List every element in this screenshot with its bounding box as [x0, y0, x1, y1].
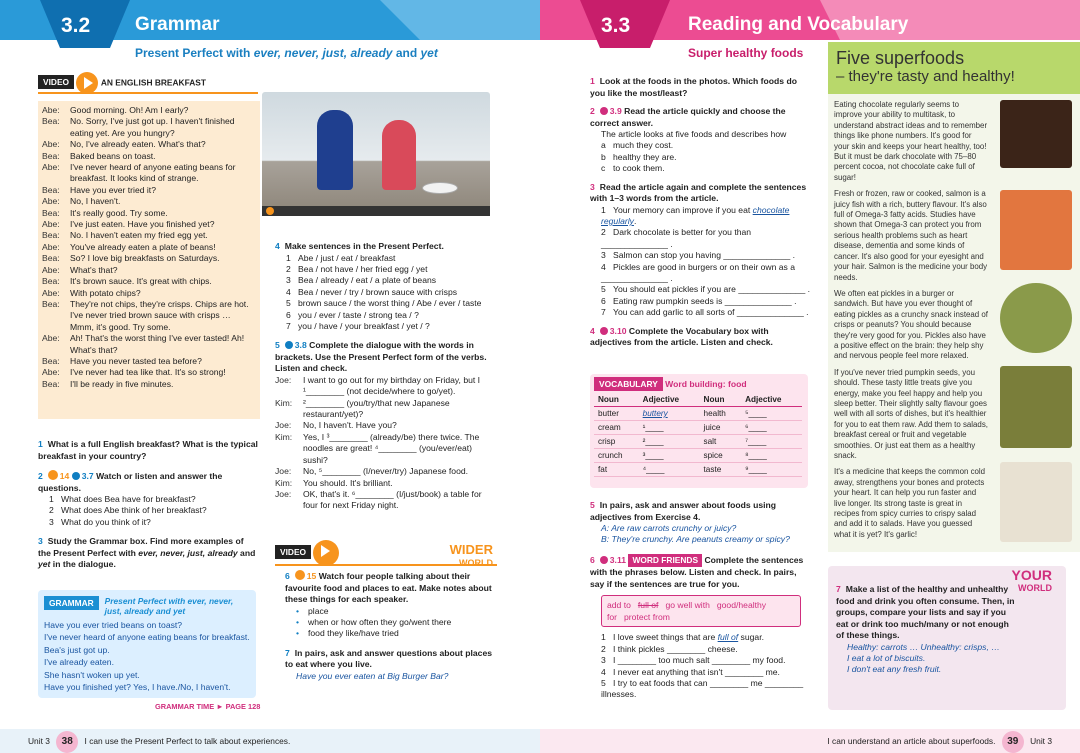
unit-number: 3.2: [61, 14, 91, 37]
exercise-r2-sub: The article looks at five foods and describes how: [601, 129, 787, 139]
line-text: I'll be ready in five minutes.: [70, 378, 174, 389]
item-num: 4: [601, 261, 606, 272]
example-line: I eat a lot of biscuits.: [847, 652, 926, 663]
exercises-left-col: [38, 439, 258, 571]
option-letter: c: [601, 163, 606, 174]
play-icon-small[interactable]: [266, 207, 274, 215]
item-num: 3: [49, 516, 54, 527]
speaker: Abe:: [42, 333, 60, 344]
speaker: Bea:: [42, 378, 60, 389]
audio-icon[interactable]: [72, 472, 80, 480]
phrase-box: [601, 595, 801, 627]
list-item: • food they like/have tried: [296, 628, 399, 639]
speaker: Bea:: [42, 184, 60, 195]
vocab-cell: crisp: [594, 435, 639, 449]
person-bea: [382, 120, 416, 190]
exercise-7-example: Have you ever eaten at Big Burger Bar?: [296, 670, 449, 681]
line-text: Have you never tasted tea before?: [70, 355, 202, 366]
exercise-7: 7 In pairs, ask and answer questions about places to eat where you live.: [285, 647, 493, 670]
line-text: No. Sorry, I've just got up. I haven't finished eating yet. Are you hungry?: [70, 116, 235, 138]
page-number-right: 39: [1002, 731, 1024, 753]
dialogue-line: [42, 116, 256, 139]
line-text: Yes, I ³________ (already/be) there twice. The noodles are great! ⁴________ (you/ever/eat) sushi?: [303, 431, 480, 465]
item-num: 6: [601, 295, 606, 306]
list-item: 1 Your memory can improve if you eat chocolate regularly.: [601, 204, 790, 227]
exercise-2-items: [38, 494, 258, 528]
exercise-5-dialogue: [275, 375, 497, 512]
video-frame[interactable]: [262, 92, 490, 216]
list-item: 4 Pickles are good in burgers or on their own as a ______________ .: [601, 261, 796, 284]
vocab-cell: salt: [700, 435, 742, 449]
video-header[interactable]: [38, 72, 258, 94]
dialogue-line: [42, 162, 256, 185]
pumpkin-seeds-photo: [1000, 366, 1072, 448]
speaker: Abe:: [42, 105, 60, 115]
list-item: 3 Bea / already / eat / a plate of beans: [286, 275, 437, 286]
vocab-row: [594, 435, 802, 449]
line-text: Good morning. Oh! Am I early?: [70, 105, 189, 115]
line-text: With potato chips?: [70, 287, 141, 298]
option: a much they cost.: [601, 140, 674, 151]
list-item: 1 I love sweet things that are full of sugar.: [601, 632, 764, 643]
page-number: 38: [56, 731, 78, 753]
video-tag-2: VIDEO: [275, 545, 311, 559]
exercises-right-col-2: [285, 570, 497, 682]
vocab-cell: ⁸____: [741, 449, 802, 463]
speaker: Bea:: [42, 150, 60, 161]
audio-icon[interactable]: [600, 107, 608, 115]
dialogue-line: [275, 375, 497, 398]
list-item: • place: [296, 605, 329, 616]
list-item: 6 you / ever / taste / strong tea / ?: [286, 309, 419, 320]
grammar-example: She hasn't woken up yet.: [44, 669, 140, 680]
list-item: 6 Eating raw pumpkin seeds is ______________ .: [601, 295, 797, 306]
line-text: No. I haven't eaten my fried egg yet.: [70, 230, 208, 241]
vocab-title: Word building: food: [665, 379, 747, 389]
bullet-icon: •: [296, 628, 300, 639]
dialogue-line: [42, 139, 256, 150]
wider-world-badge: WIDER WORLD: [449, 542, 493, 568]
audio-icon[interactable]: [600, 556, 608, 564]
video-title: AN ENGLISH BREAKFAST: [100, 77, 207, 88]
right-footer: [540, 729, 1080, 753]
dialogue-line: [275, 420, 497, 431]
video-tag: VIDEO: [38, 75, 74, 89]
list-item: 5 You should eat pickles if you are ______________ .: [601, 284, 811, 295]
item-num: 1: [601, 204, 606, 215]
line-text: I've never had tea like that. It's so strong!: [70, 367, 226, 378]
dialogue-line: [42, 367, 256, 378]
dialogue-line: [42, 151, 256, 162]
item-num: 2: [601, 643, 606, 654]
vocab-header: Noun: [700, 393, 742, 407]
chocolate-photo: [1000, 100, 1072, 168]
grammar-example: Have you finished yet? Yes, I have./No, I haven't.: [44, 682, 231, 693]
article-paragraph: Eating chocolate regularly seems to improve your ability to multitask, to understand abstract ideas and to remember things like phone numbers. It's good for your skin and keeps your heart healthy, too! But it must be dark chocolate with 75–80 percent cocoa, not chocolate cake full of sugar!: [834, 100, 988, 182]
footer-unit: Unit 3: [28, 736, 50, 746]
list-item: 3 Salmon can stop you having ______________ .: [601, 250, 796, 261]
vocab-tag: VOCABULARY: [594, 377, 663, 391]
article-title-bar: [828, 42, 1080, 94]
article-paragraph: If you've never tried pumpkin seeds, you should. These tasty little treats give you energy, make you feel happy and help you sleep better. Their slightly salty flavour goes well with all sorts of dishes, but it's healthier for you to eat them raw. Add them to salads, breakfast cereal or fruit and vegetable smoothies. Or just eat them as a healthy snack.: [834, 367, 988, 460]
list-item: 7 You can add garlic to all sorts of ______________ .: [601, 307, 809, 318]
grammar-box: [38, 590, 256, 698]
dialogue-line: [42, 276, 256, 287]
option-letter: b: [601, 151, 606, 162]
option: c to cook them.: [601, 163, 665, 174]
play-icon[interactable]: [76, 72, 98, 94]
footer-can-do: I can use the Present Perfect to talk about experiences.: [84, 736, 291, 746]
page-title-right: Reading and Vocabulary: [688, 14, 909, 35]
example-line: B: They're crunchy. Are peanuts creamy or spicy?: [601, 534, 790, 545]
vocab-header: Adjective: [639, 393, 700, 407]
line-text: No, I haven't. Have you?: [303, 420, 397, 431]
vocab-cell: health: [700, 407, 742, 421]
audio-icon[interactable]: [600, 327, 608, 335]
dialogue-line: [42, 356, 256, 367]
list-item: 1 What does Bea have for breakfast?: [49, 494, 196, 504]
line-text: You should. It's brilliant.: [303, 477, 393, 488]
bullet-icon: •: [296, 605, 300, 616]
phrase: go well with: [665, 600, 710, 611]
audio-icon[interactable]: [285, 341, 293, 349]
page-subtitle: Present Perfect with ever, never, just, already and yet: [135, 46, 438, 60]
phrase: full of: [637, 600, 659, 611]
list-item: 1 Abe / just / eat / breakfast: [286, 252, 396, 263]
vocab-row: [594, 463, 802, 477]
exercise-r1: 1 Look at the foods in the photos. Which foods do you like the most/least?: [590, 76, 797, 98]
dialogue-line: [42, 253, 256, 264]
vocab-row: [594, 449, 802, 463]
pickles-photo: [1000, 283, 1072, 353]
exercise-r5: 5 In pairs, ask and answer about foods using adjectives from Exercise 4.: [590, 500, 776, 522]
exercise-r3: 3 Read the article again and complete the sentences with 1–3 words from the article.: [590, 181, 807, 204]
exercise-3: 3 Study the Grammar box. Find more examples of the Present Perfect with ever, never, just, already and yet in the dialogue.: [38, 536, 256, 570]
vocabulary-box: [590, 374, 808, 488]
option: b healthy they are.: [601, 151, 677, 162]
footer-can-do-right: I can understand an article about superfoods.: [827, 736, 996, 746]
grammar-example: Have you ever tried beans on toast?: [44, 620, 183, 630]
speaker: Bea:: [42, 116, 60, 127]
vocab-row: [594, 421, 802, 435]
list-item: 5 brown sauce / the worst thing / Abe / ever / taste: [286, 298, 482, 309]
video-progress-bar[interactable]: [262, 206, 490, 216]
grammar-tag: GRAMMAR: [44, 596, 99, 610]
vocab-header: Noun: [594, 393, 639, 407]
item-num: 5: [286, 298, 291, 309]
vocab-row: [594, 407, 802, 421]
exercise-r7-examples: [836, 642, 1058, 676]
item-num: 3: [601, 655, 606, 666]
exercise-6: 6 15 Watch four people talking about their favourite food and places to eat. Make notes about these things for each speaker.: [285, 571, 492, 604]
speaker: Abe:: [42, 287, 60, 298]
speaker: Joe:: [275, 488, 292, 499]
line-text: Have you ever tried it?: [70, 184, 156, 195]
line-text: No, I've already eaten. What's that?: [70, 139, 206, 150]
list-item: • when or how often they go/went there: [296, 616, 452, 627]
play-icon-2[interactable]: [313, 540, 339, 566]
vocab-cell: ⁷____: [741, 435, 802, 449]
exercise-2: 2 14 3.7 Watch or listen and answer the questions.: [38, 471, 223, 493]
dialogue: [38, 101, 260, 419]
example-answer: chocolate regularly: [601, 204, 790, 227]
article-paragraph: It's a medicine that keeps the common cold away, strengthens your bones and protects your heart. It can help you run faster and live longer. Its strong taste is great in recipes from spicy curries to crispy salad and add it to salads. Have you guessed what it is yet? It's garlic!: [834, 467, 986, 539]
exercise-1: 1 What is a full English breakfast? What is the typical breakfast in your country?: [38, 439, 258, 461]
speaker: Abe:: [42, 367, 60, 378]
footer-unit-right: Unit 3: [1030, 736, 1052, 746]
speaker: Joe:: [275, 466, 292, 477]
person-abe: [317, 110, 353, 190]
item-num: 4: [601, 666, 606, 677]
line-text: What's that?: [70, 264, 118, 275]
speaker: Abe:: [42, 219, 60, 230]
exercise-r2-options: [590, 140, 812, 174]
vocab-cell: ³____: [639, 449, 700, 463]
article-paragraph: We often eat pickles in a burger or sandwich. But have you ever thought of eating pickles as a crunchy snack instead of crisps or peanuts? You should because they're very good for you. Pickles also have a positive effect on the brain: they help shy and nervous people feel more relaxed.: [834, 288, 988, 361]
reading-exercises-2: [590, 500, 812, 701]
example-line: I don't eat any fresh fruit.: [847, 664, 942, 675]
your-world-badge: YOUR WORLD: [1011, 567, 1052, 593]
speaker: Bea:: [42, 298, 60, 309]
dialogue-line: [42, 208, 256, 219]
line-text: It's really good. Try some.: [70, 207, 168, 218]
item-num: 1: [286, 252, 291, 263]
vocab-cell: ⁴____: [639, 463, 700, 477]
grammar-example: I've already eaten.: [44, 657, 114, 668]
exercise-r6-items: [590, 632, 812, 700]
exercise-r2: 2 3.9 Read the article quickly and choose the correct answer.: [590, 106, 786, 128]
line-text: So? I love big breakfasts on Saturdays.: [70, 253, 220, 264]
unit-number-right: 3.3: [601, 14, 631, 37]
wider-world-header: [275, 540, 497, 566]
list-item: 7 you / have / your breakfast / yet / ?: [286, 320, 430, 331]
vocab-cell: cream: [594, 421, 639, 435]
speaker: Abe:: [42, 162, 60, 173]
list-item: 2 Bea / not have / her fried egg / yet: [286, 263, 428, 274]
grammar-title: Present Perfect with ever, never, just, already and yet: [104, 596, 234, 616]
dialogue-line: [275, 478, 497, 489]
dialogue-line: [42, 333, 256, 356]
item-num: 7: [601, 307, 606, 318]
garlic-photo: [1000, 462, 1072, 542]
vocab-cell: ⁶____: [741, 421, 802, 435]
vocab-cell: crunch: [594, 449, 639, 463]
list-item: 2 I think pickles ________ cheese.: [601, 643, 738, 654]
speaker: Abe:: [42, 139, 60, 150]
line-text: I've never heard of anyone eating beans for breakfast. It looks kind of strange.: [70, 162, 236, 184]
article-subtitle: – they're tasty and healthy!: [836, 68, 1015, 85]
line-text: No, I haven't.: [70, 196, 121, 207]
speaker: Abe:: [42, 241, 60, 252]
video-icon[interactable]: [48, 470, 58, 480]
dialogue-line: [42, 105, 256, 116]
list-item: 5 I try to eat foods that can ________ me ________ illnesses.: [601, 677, 804, 700]
line-text: Ah! That's the worst thing I've ever tasted! Ah! What's that?: [70, 333, 245, 355]
list-item: 2 What does Abe think of her breakfast?: [49, 505, 207, 516]
dialogue-line: [42, 185, 256, 196]
speaker: Kim:: [275, 431, 293, 442]
right-page: [540, 0, 1080, 753]
item-num: 6: [286, 309, 291, 320]
phrase: protect from: [624, 612, 670, 623]
list-item: 3 What do you think of it?: [49, 516, 151, 527]
vocab-cell: ¹____: [639, 421, 700, 435]
item-num: 3: [286, 275, 291, 286]
grammar-examples: [44, 619, 250, 693]
dialogue-line: [275, 489, 497, 512]
vocab-cell: spice: [700, 449, 742, 463]
vocab-cell: taste: [700, 463, 742, 477]
line-text: You've already eaten a plate of beans!: [70, 241, 216, 252]
phrase: add to: [607, 600, 631, 611]
exercises-right-col: [275, 241, 497, 512]
dialogue-line: [42, 265, 256, 276]
vocab-cell: juice: [700, 421, 742, 435]
list-item: 4 Bea / never / try / brown sauce with crisps: [286, 286, 458, 297]
line-text: OK, that's it. ⁶________ (I/just/book) a table for four for next Friday night.: [303, 488, 482, 511]
example-answer: full of: [717, 632, 739, 643]
item-num: 5: [601, 284, 606, 295]
word-friends-tag: WORD FRIENDS: [628, 554, 702, 568]
vocab-cell: butter: [594, 407, 639, 421]
line-text: They're not chips, they're crisps. Chips are hot. I've never tried brown sauce with crisps … Mmm, it's good. Try some.: [70, 298, 249, 332]
dialogue-line: [42, 288, 256, 299]
dialogue-line: [42, 219, 256, 230]
speaker: Kim:: [275, 477, 293, 488]
line-text: I want to go out for my birthday on Friday, but I ¹________ (not decide/where to go/yet).: [303, 374, 481, 397]
dialogue-line: [42, 230, 256, 241]
grammar-example: Bea's just got up.: [44, 644, 110, 655]
video-icon-2[interactable]: [295, 570, 305, 580]
item-num: 2: [601, 227, 606, 238]
exercise-4: 4 Make sentences in the Present Perfect.: [275, 241, 444, 251]
vocab-cell: ⁹____: [741, 463, 802, 477]
reading-exercises: [590, 76, 812, 349]
page-subtitle-right: Super healthy foods: [688, 46, 804, 60]
line-text: ²________ (you/try/that new Japanese restaurant/yet)?: [303, 397, 450, 420]
vocab-cell: ²____: [639, 435, 700, 449]
exercise-r3-items: [590, 205, 812, 319]
left-footer: [0, 729, 540, 753]
item-num: 5: [601, 677, 606, 688]
your-world-box: [828, 566, 1066, 710]
speaker: Bea:: [42, 253, 60, 264]
speaker: Bea:: [42, 355, 60, 366]
dialogue-line: [42, 242, 256, 253]
line-text: No, ⁵________ (I/never/try) Japanese food.: [303, 466, 469, 477]
speaker: Joe:: [275, 374, 292, 385]
item-num: 1: [601, 632, 606, 643]
list-item: 3 I ________ too much salt ________ my food.: [601, 655, 786, 666]
option-letter: a: [601, 140, 606, 151]
item-num: 4: [286, 286, 291, 297]
item-num: 1: [49, 494, 54, 504]
exercise-6-items: [285, 606, 497, 640]
speaker: Joe:: [275, 420, 292, 431]
speaker: Abe:: [42, 196, 60, 207]
salmon-photo: [1000, 190, 1072, 270]
dialogue-line: [42, 299, 256, 333]
speaker: Bea:: [42, 230, 60, 241]
line-text: Baked beans on toast.: [70, 150, 156, 161]
article-paragraph: Fresh or frozen, raw or cooked, salmon is a juicy fish with a rich, buttery flavour. It's also full of Omega-3 fatty acids. Studies have shown that Omega-3 can protect you from serious health problems such as heart disease, dementia and some kinds of cancer. It's also good for your eyesight and your hair. Salmon is the medicine your body needs.: [834, 189, 988, 282]
breakfast-plate: [422, 182, 458, 194]
left-header: [0, 0, 540, 62]
example-line: Healthy: carrots … Unhealthy: crisps, …: [847, 641, 1000, 652]
list-item: 4 I never eat anything that isn't ________ me.: [601, 666, 780, 677]
item-num: 3: [601, 250, 606, 261]
item-num: 2: [49, 505, 54, 516]
grammar-time-link[interactable]: GRAMMAR TIME ► PAGE 128: [155, 702, 261, 711]
speaker: Bea:: [42, 207, 60, 218]
list-item: 2 Dark chocolate is better for you than ______________ .: [601, 227, 752, 249]
exercise-r4: 4 3.10 Complete the Vocabulary box with adjectives from the article. Listen and check.: [590, 325, 773, 348]
vocab-header: Adjective: [741, 393, 802, 407]
dialogue-line: [42, 379, 256, 390]
grammar-example: I've never heard of anyone eating beans for breakfast.: [44, 632, 250, 643]
vocab-cell: buttery: [639, 407, 700, 421]
exercise-r5-lines: [590, 523, 812, 546]
dialogue-line: [275, 466, 497, 477]
speaker: Bea:: [42, 276, 60, 287]
page-title: Grammar: [135, 14, 220, 35]
dialogue-line: [42, 196, 256, 207]
item-num: 2: [286, 263, 291, 274]
bullet-icon: •: [296, 616, 300, 627]
exercise-r6: 6 3.11 WORD FRIENDS Complete the sentences with the phrases below. Listen and check. In pairs, say if the sentences are true for you.: [590, 554, 804, 589]
speaker: Kim:: [275, 397, 293, 408]
item-num: 7: [286, 320, 291, 331]
speaker: Abe:: [42, 264, 60, 275]
vocab-cell: ⁵____: [741, 407, 802, 421]
exercise-r7: 7 Make a list of the healthy and unhealthy food and drink you often consume. Then, in groups, compare your lists and say if you eat or drink too much/many or not enough of these things.: [836, 584, 1015, 640]
phrase: good/healthy for: [607, 600, 767, 623]
exercise-5: 5 3.8 Complete the dialogue with the words in brackets. Use the Present Perfect form of the verbs. Listen and check.: [275, 340, 487, 374]
dialogue-line: [275, 398, 497, 421]
dialogue-line: [275, 432, 497, 466]
vocab-table: [594, 393, 802, 477]
example-line: A: Are raw carrots crunchy or juicy?: [601, 523, 737, 533]
article-title: Five superfoods: [836, 48, 965, 68]
vocab-cell: fat: [594, 463, 639, 477]
line-text: I've just eaten. Have you finished yet?: [70, 219, 215, 230]
exercise-4-items: [275, 253, 497, 333]
line-text: It's brown sauce. It's great with chips.: [70, 276, 212, 287]
